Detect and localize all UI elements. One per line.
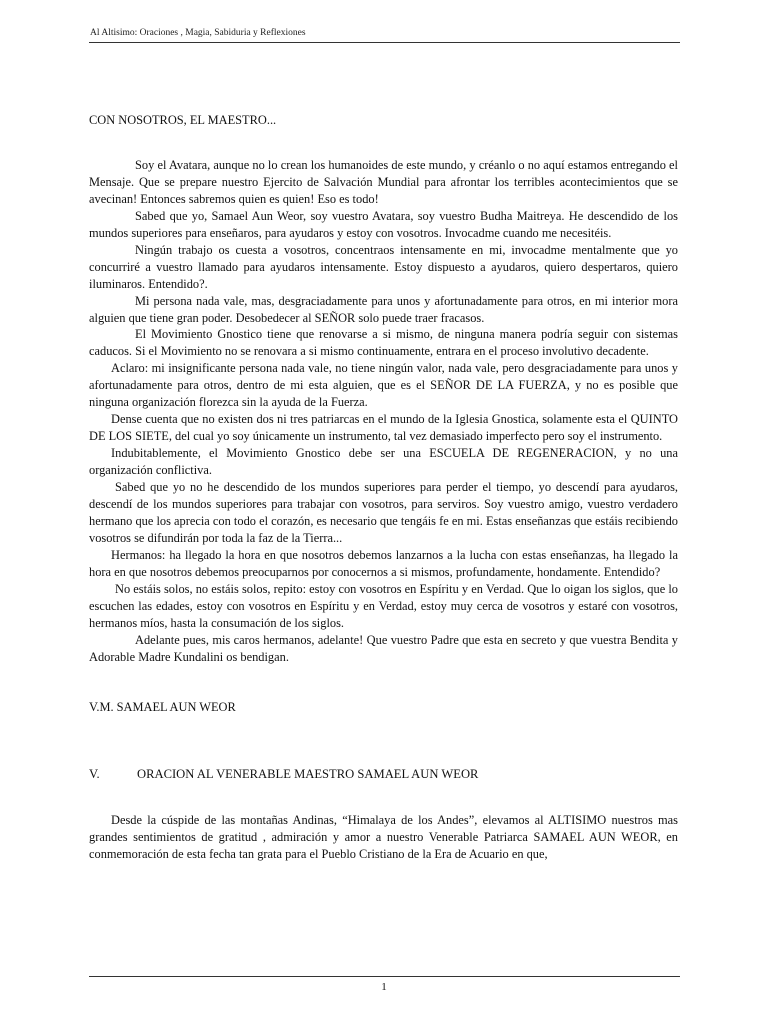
paragraph: Dense cuenta que no existen dos ni tres patriarcas en el mundo de la Iglesia Gnostica, solamente esta el QUINTO DE LOS SIETE, del cual yo soy únicamente un instrumento, tal vez demasiado imperfecto pero soy el instrumento.	[89, 412, 678, 444]
chapter-heading	[89, 766, 678, 783]
header-divider	[89, 42, 680, 43]
page-number: 1	[381, 981, 387, 993]
paragraph: El Movimiento Gnostico tiene que renovarse a si mismo, de ninguna manera podría seguir con sistemas caducos. Si el Movimiento no se renovara a si mismo continuamente, entrara en el proceso involutivo decadente.	[89, 327, 678, 359]
paragraph: Sabed que yo no he descendido de los mundos superiores para perder el tiempo, yo descendí para ayudaros, descendí de los mundos superiores para trabajar con vosotros, para serviros. Soy vuestro amigo, vuestro verdadero hermano que los aprecia con todo el corazón, es necesario que tengáis fe en mi. Estas enseñanzas que estáis recibiendo vosotros se difundirán por toda la faz de la Tierra...	[89, 480, 678, 545]
paragraph: Soy el Avatara, aunque no lo crean los humanoides de este mundo, y créanlo o no aquí estamos entregando el Mensaje. Que se prepare nuestro Ejercito de Salvación Mundial para afrontar los terribles acontecimientos que se avecinan! Entonces sabremos quien es quien! Eso es todo!	[89, 157, 678, 206]
chapter-title: ORACION AL VENERABLE MAESTRO SAMAEL AUN WEOR	[137, 766, 479, 781]
paragraph: Ningún trabajo os cuesta a vosotros, concentraos intensamente en mi, invocadme mentalmente que yo concurriré a vuestro llamado para ayudaros intensamente. Estoy dispuesto a ayudaros, quiero despertaros, quiero iluminaros. Entendido?.	[89, 242, 678, 291]
footer-divider	[89, 976, 680, 977]
paragraph: Aclaro: mi insignificante persona nada vale, no tiene ningún valor, nada vale, pero desgraciadamente para unos y afortunadamente para otros, dentro de mi esta alguien, que es el SEÑOR DE LA FUERZA, y no es posible que ninguna organización florezca sin la ayuda de la Fuerza.	[89, 361, 678, 410]
paragraph: Adelante pues, mis caros hermanos, adelante! Que vuestro Padre que esta en secreto y que vuestra Bendita y Adorable Madre Kundalini os bendigan.	[89, 632, 678, 664]
paragraph: Mi persona nada vale, mas, desgraciadamente para unos y afortunadamente para otros, en mi interior mora alguien que tiene gran poder. Desobedecer al SEÑOR solo puede traer fracasos.	[89, 293, 678, 325]
signature: V.M. SAMAEL AUN WEOR	[89, 699, 236, 714]
document-body	[89, 112, 678, 863]
chapter-number: V.	[89, 766, 100, 781]
paragraph: Desde la cúspide de las montañas Andinas, “Himalaya de los Andes”, elevamos al ALTISIMO nuestros mas grandes sentimientos de gratitud , admiración y amor a nuestro Venerable Patriarca SAMAEL AUN WEOR, en conmemoración de esta fecha tan grata para el Pueblo Cristiano de la Era de Acuario en que,	[89, 813, 678, 862]
paragraph: No estáis solos, no estáis solos, repito: estoy con vosotros en Espíritu y en Verdad. Que lo oigan los siglos, que lo escuchen las edades, estoy con vosotros en Espíritu y en Verdad, estoy muy cerca de vosotros y estaré con vosotros, hermanos míos, hasta la consumación de los siglos.	[89, 581, 678, 630]
section-title: CON NOSOTROS, EL MAESTRO...	[89, 113, 277, 127]
running-header: Al Altisimo: Oraciones , Magia, Sabiduria y Reflexiones	[90, 28, 306, 38]
paragraph: Hermanos: ha llegado la hora en que nosotros debemos lanzarnos a la lucha con estas enseñanzas, ha llegado la hora en que nosotros debemos preocuparnos por conocernos a si mismos, profundamente, hondamente. Entendido?	[89, 547, 678, 579]
paragraph: Sabed que yo, Samael Aun Weor, soy vuestro Avatara, soy vuestro Budha Maitreya. He descendido de los mundos superiores para enseñaros, para ayudaros y estoy con vosotros. Invocadme cuando me necesitéis.	[89, 208, 678, 240]
paragraph: Indubitablemente, el Movimiento Gnostico debe ser una ESCUELA DE REGENERACION, y no una organización conflictiva.	[89, 446, 678, 478]
